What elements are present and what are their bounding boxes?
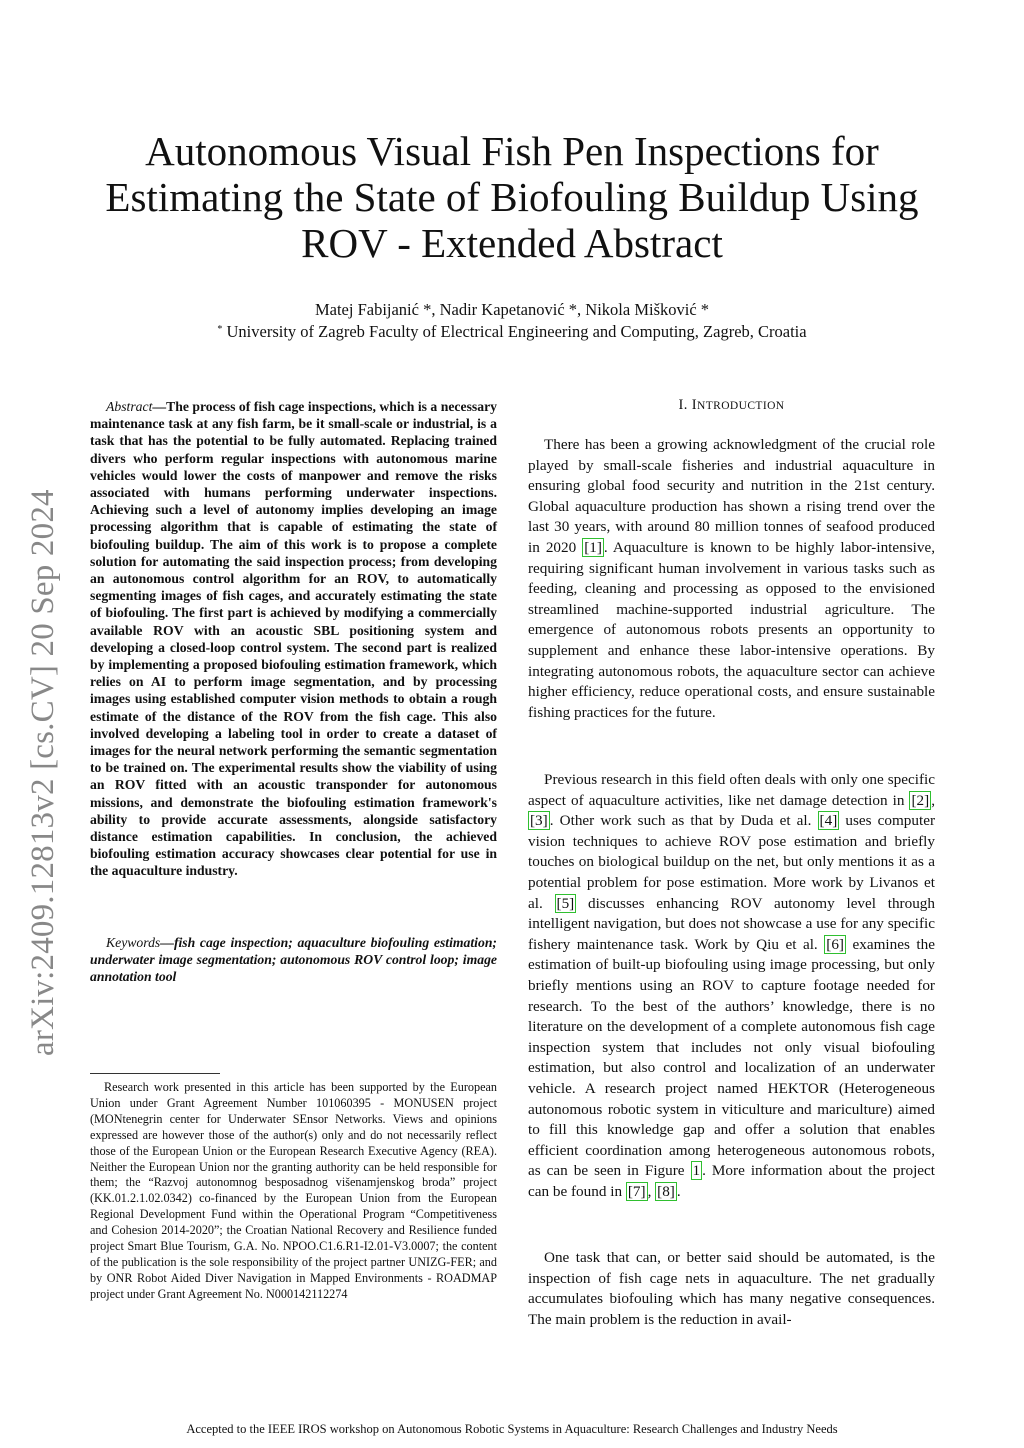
citation-link[interactable]: [1] [584, 538, 602, 556]
citation-link[interactable]: [2] [911, 791, 930, 809]
figure-link[interactable]: 1 [692, 1162, 701, 1180]
citation-link[interactable]: [4] [819, 812, 838, 830]
section-title-rest: NTRODUCTION [697, 400, 785, 412]
citation-link[interactable]: [7] [627, 1182, 646, 1200]
text-run: . More information about the project can be found in [528, 1162, 935, 1200]
keywords: Keywords—fish cage inspection; aquaculture biofouling estimation; underwater image segmentation; autonomous ROV control loop; image annotation tool [90, 935, 497, 985]
keywords-text: fish cage inspection; aquaculture biofouling estimation; underwater image segmentation; autonomous ROV control loop; image annotation tool [90, 935, 497, 985]
footnote-rule [90, 1073, 220, 1074]
citation-link[interactable]: [6] [826, 935, 844, 953]
text-run: examines the estimation of built-up biofouling using image processing, but only briefly mentions using an ROV to capture footage needed for research. To the best of the authors’ knowledge, there is no literature on the development of a complete autonomous fish cage inspection system that includes not only visual biofouling estimation, but also control and localization of an underwater vehicle. A research project named HEKTOR (Heterogeneous autonomous robotic system in viticulture and mariculture) aimed to fill this knowledge gap and offer a solution that enables efficient coordination among heterogeneous autonomous robots, as can be seen in Figure [528, 935, 935, 1180]
text-run: uses computer vision techniques to achieve ROV pose estimation and briefly touches on biological buildup on the net, but only mentions it as a potential problem for pose estimation. More work by Livanos et al. [528, 812, 936, 912]
text-run: , [647, 1182, 656, 1200]
text-run: Previous research in this field often deals with only one specific aspect of aquaculture activities, like net damage detection in [528, 771, 935, 809]
affiliation [80, 321, 944, 343]
text-run: discusses enhancing ROV autonomy level through intelligent navigation, but does not showcase a use for any specific fishery maintenance task. Work by Qiu et al. [528, 894, 935, 953]
citation-link[interactable]: [5] [556, 894, 575, 912]
text-run: . Aquaculture is known to be highly labor-intensive, requiring significant human involvement in various tasks such as feeding, cleaning and processing as opposed to the envisioned streamlined machine-supported industrial agriculture. The emergence of autonomous robots presents an opportunity to supplement and enhance these labor-intensive operations. By integrating autonomous robots, the aquaculture sector can achieve higher efficiency, reduce operational costs, and ensure sustainable fishing practices for the future. [528, 538, 935, 721]
paper-title: Autonomous Visual Fish Pen Inspections for Estimating the State of Biofouling Buildup Using ROV - Extended Abstract [105, 128, 919, 266]
funding-footnote: Research work presented in this article has been supported by the European Union under Grant Agreement Number 101060395 - MONUSEN project (MONtenegrin center for Underwater SEnsor Networks. Views and opinions expressed are however those of the author(s) only and do not necessarily reflect those of the European Union or the European Research Executive Agency (REA). Neither the European Union nor the granting authority can be held responsible for them; the “Razvoj autonomnog besposadnog višenamjenskog broda” project (KK.01.2.1.02.0342) co-financed by the European Union from the European Regional Development Fund within the Operational Program “Competitiveness and Cohesion 2014-2020”; the Croatian National Recovery and Resilience funded project Smart Blue Tourism, G.A. No. NPOO.C1.6.R1-I2.01-V3.0007; the content of the publication is the sole responsibility of the project partner UNIZG-FER; and by ONR Robot Aided Diver Navigation in Mapped Environments - ROADMAP project under Grant Agreement No. N000142112274 [90, 1080, 497, 1301]
venue-note: Accepted to the IEEE IROS workshop on Autonomous Robotic Systems in Aquaculture: Research Challenges and Industry Needs [186, 1422, 838, 1436]
intro-paragraph-3: One task that can, or better said should be automated, is the inspection of fish cage nets in aquaculture. The net gradually accumulates biofouling which has many negative consequences. The main problem is the reduction in avail- [528, 1249, 935, 1328]
section-heading-introduction [528, 397, 935, 414]
abstract-label: Abstract [106, 399, 153, 414]
text-run: , [931, 791, 935, 809]
text-run: . Other work such as that by Duda et al. [549, 812, 818, 830]
citation-link[interactable]: [8] [657, 1182, 675, 1200]
arxiv-stamp: arXiv:2409.12813v2 [cs.CV] 20 Sep 2024 [25, 489, 61, 1056]
intro-paragraph-2 [528, 770, 935, 1202]
citation-link[interactable]: [3] [530, 812, 548, 830]
author-list: Matej Fabijanić *, Nadir Kapetanović *, Nikola Mišković * [314, 300, 710, 319]
text-run: There has been a growing acknowledgment of the crucial role played by small-scale fisheries and industrial aquaculture in ensuring global food security and nutrition in the 21st century. Global aquaculture production has shown a rising trend over the last 30 years, with around 80 million tonnes of seafood produced in 2020 [528, 436, 935, 556]
abstract-text: The process of fish cage inspections, which is a necessary maintenance task at any fish farm, be it small-scale or industrial, is a task that has the potential to be fully automated. Replacing trained divers who perform regular inspections with autonomous marine vehicles would lower the costs of manpower and remove the risks associated with humans performing underwater inspections. Achieving such a level of autonomy implies developing an image processing algorithm that is capable of estimating the state of biofouling buildup. The aim of this work is to propose a complete solution for automating the said inspection process; from developing an autonomous control algorithm for an ROV, to automatically segmenting images of fish cages, and accurately estimating the state of biofouling. The first part is achieved by modifying a commercially available ROV with an acoustic SBL positioning system and developing a closed-loop control system. The second part is realized by implementing a proposed biofouling estimation framework, which relies on AI to perform image segmentation, and by processing images using established computer vision methods to obtain a rough estimate of the distance of the ROV from the fish cage. This also involved developing a labeling tool in order to create a dataset of images for the neural network performing the semantic segmentation to be trained on. The experimental results show the viability of using an ROV fitted with an acoustic transponder for autonomous missions, and demonstrate the biofouling estimation framework's ability to provide accurate assessments, alongside satisfactory distance estimation capabilities. In conclusion, the achieved biofouling estimation accuracy showcases clear potential for use in the aquaculture industry. [90, 399, 497, 879]
intro-paragraph-1 [528, 435, 935, 723]
affiliation-mark: * [217, 324, 223, 335]
abstract: Abstract—The process of fish cage inspections, which is a necessary maintenance task at any fish farm, be it small-scale or industrial, is a task that has the potential to be fully automated. Replacing trained divers who perform regular inspections with autonomous marine vehicles would lower the costs of manpower and remove the risks associated with humans performing underwater inspections. Achieving such a level of autonomy implies developing an image processing algorithm that is capable of estimating the state of biofouling buildup. The aim of this work is to propose a complete solution for automating the said inspection process; from developing an autonomous control algorithm for an ROV, to automatically segmenting images of fish cages, and accurately estimating the state of biofouling. The first part is achieved by modifying a commercially available ROV with an acoustic SBL positioning system and developing a closed-loop control system. The second part is realized by implementing a proposed biofouling estimation framework, which relies on AI to perform image segmentation, and by processing images using established computer vision methods to obtain a rough estimate of the distance of the ROV from the fish cage. This also involved developing a labeling tool in order to create a dataset of images for the neural network performing the semantic segmentation to be trained on. The experimental results show the viability of using an ROV fitted with an acoustic transponder for autonomous missions, and demonstrate the biofouling estimation framework's ability to provide accurate assessments, alongside satisfactory distance estimation capabilities. In conclusion, the achieved biofouling estimation accuracy showcases clear potential for use in the aquaculture industry. [90, 399, 497, 879]
text-run: . [676, 1182, 681, 1200]
keywords-label: Keywords [106, 935, 161, 950]
section-title-initial: I [691, 397, 698, 413]
affiliation-text: University of Zagreb Faculty of Electrical Engineering and Computing, Zagreb, Croatia [226, 322, 807, 341]
section-number: I. [678, 397, 688, 413]
